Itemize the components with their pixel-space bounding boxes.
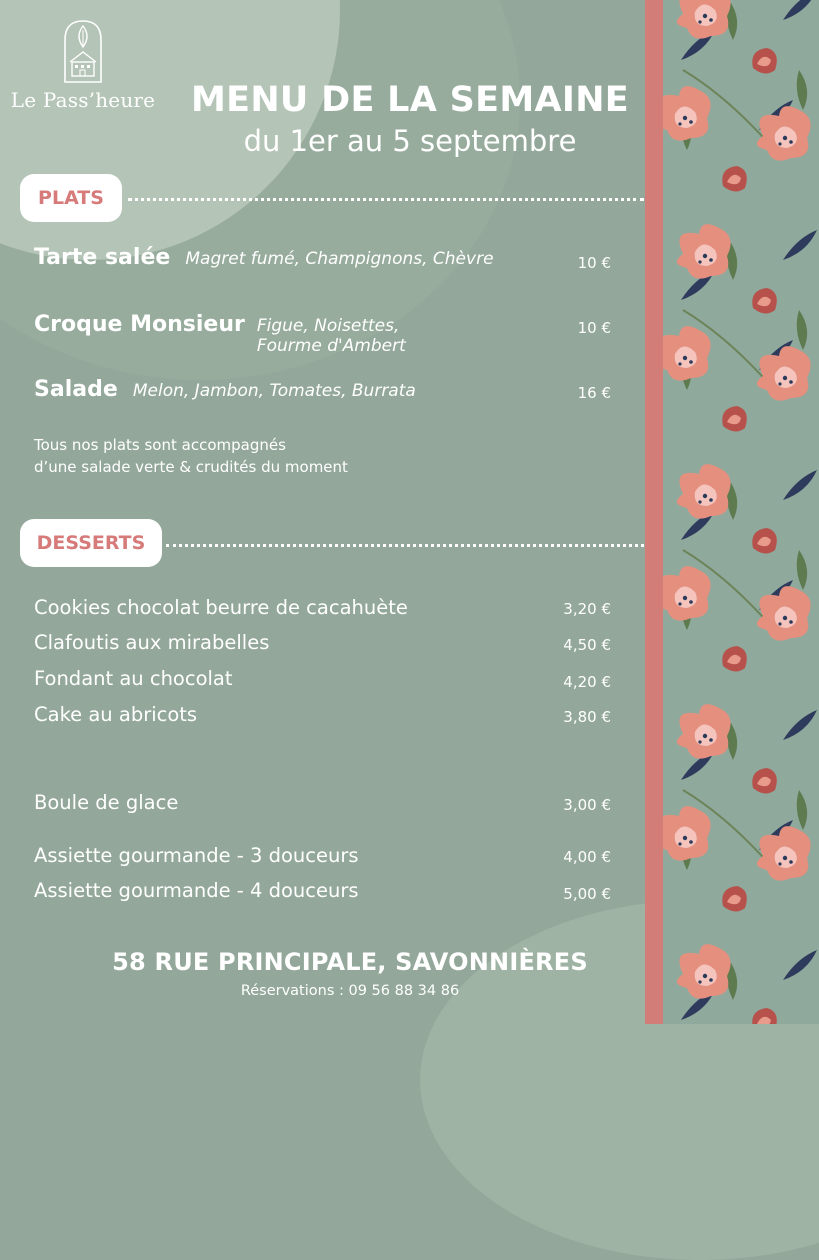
dessert-price: 3,20 € [563, 600, 611, 618]
dessert-price: 4,20 € [563, 673, 611, 691]
dish-price: 10 € [577, 319, 611, 337]
note-line: Tous nos plats sont accompagnés [34, 436, 286, 454]
dotted-divider [128, 198, 644, 201]
dessert-name: Boule de glace [34, 791, 179, 814]
dessert-name: Fondant au chocolat [34, 667, 233, 690]
dish-description: Melon, Jambon, Tomates, Burrata [132, 381, 416, 401]
dish-price: 16 € [577, 384, 611, 402]
floral-pattern [663, 0, 819, 1024]
reservation-phone: Réservations : 09 56 88 34 86 [240, 983, 460, 999]
dish-name: Croque Monsieur [34, 312, 245, 337]
house-leaf-icon [62, 18, 104, 84]
note-line: d’une salade verte & crudités du moment [34, 458, 348, 476]
dish-description: Figue, Noisettes, [256, 316, 400, 336]
restaurant-address: 58 RUE PRINCIPALE, SAVONNIÈRES [112, 948, 588, 976]
section-label-desserts: DESSERTS [20, 519, 162, 567]
dessert-price: 5,00 € [563, 885, 611, 903]
dish-name: Tarte salée [34, 245, 171, 270]
dessert-price: 4,00 € [563, 848, 611, 866]
plats-note [34, 434, 434, 478]
dessert-name: Assiette gourmande - 3 douceurs [34, 844, 359, 867]
dessert-name: Clafoutis aux mirabelles [34, 631, 270, 654]
dish-item [34, 377, 416, 402]
dessert-price: 3,00 € [563, 796, 611, 814]
dessert-name: Cake au abricots [34, 703, 198, 726]
dessert-price: 3,80 € [563, 708, 611, 726]
menu-title: MENU DE LA SEMAINE [190, 80, 629, 120]
dish-price: 10 € [577, 254, 611, 272]
dish-name: Salade [34, 377, 118, 402]
menu-date-range: du 1er au 5 septembre [243, 124, 577, 158]
dish-description: Fourme d'Ambert [256, 336, 406, 356]
dotted-divider [166, 544, 644, 547]
dish-item [34, 245, 494, 270]
brand-name: Le Pass’heure [10, 88, 156, 112]
section-label-plats: PLATS [20, 174, 122, 222]
brand-logo [8, 18, 158, 112]
dessert-name: Cookies chocolat beurre de cacahuète [34, 596, 408, 619]
dessert-name: Assiette gourmande - 4 douceurs [34, 879, 359, 902]
dish-description: Magret fumé, Champignons, Chèvre [185, 249, 494, 269]
dessert-price: 4,50 € [563, 636, 611, 654]
decorative-stripe [645, 0, 663, 1024]
dish-item [34, 312, 406, 356]
